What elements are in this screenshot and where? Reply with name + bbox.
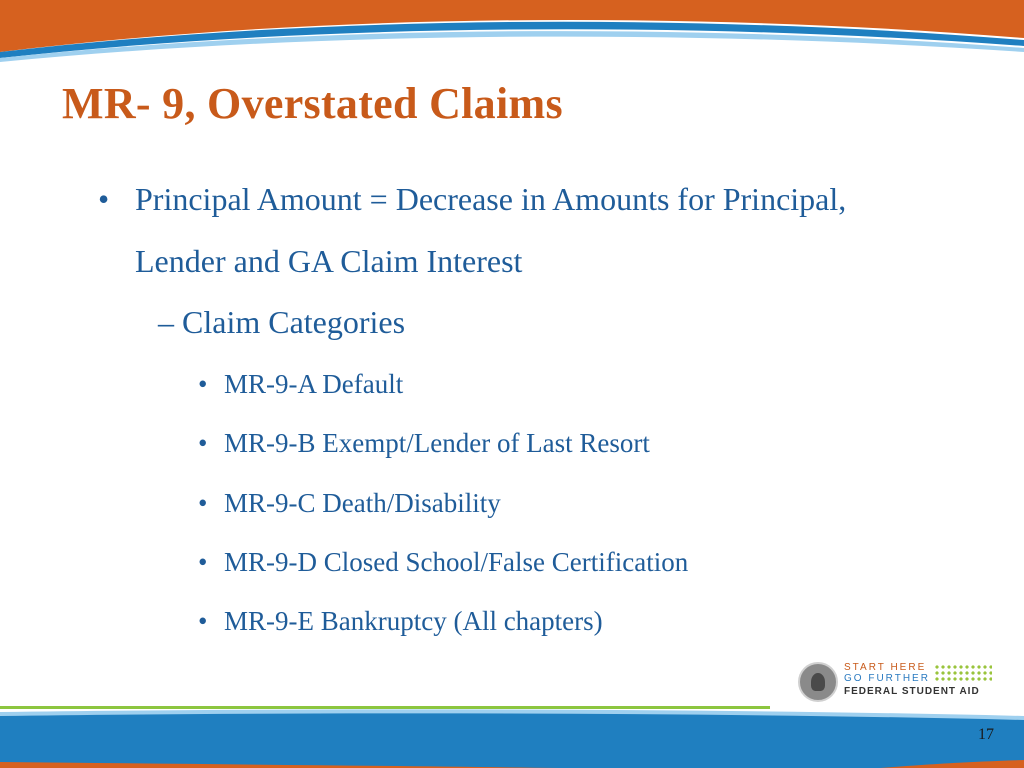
- bullet-level3-text: MR-9-C Death/Disability: [224, 488, 501, 518]
- bullet-level3-text: MR-9-A Default: [224, 369, 404, 399]
- logo-tagline-start: START HERE: [844, 662, 927, 673]
- bullet-level3-item: [198, 544, 688, 580]
- bullet-dot: •: [198, 428, 208, 458]
- bullet-level3-item: [198, 366, 403, 402]
- top-decorative-band: [0, 0, 1024, 62]
- bullet-level1: [98, 168, 898, 292]
- bullet-dot: •: [98, 181, 110, 217]
- bullet-dot: •: [198, 369, 208, 399]
- bullet-level3-item: [198, 425, 650, 461]
- logo-agency-name: FEDERAL STUDENT AID: [844, 686, 980, 697]
- logo-tagline-go: GO FURTHER: [844, 673, 930, 684]
- bullet-level3-text: MR-9-E Bankruptcy (All chapters): [224, 606, 603, 636]
- bullet-level3-item: [198, 485, 501, 521]
- bullet-level3-text: MR-9-B Exempt/Lender of Last Resort: [224, 428, 650, 458]
- bullet-level2-text: – Claim Categories: [158, 304, 406, 340]
- page-number: 17: [978, 726, 994, 743]
- bottom-decorative-band: [0, 700, 1024, 768]
- bullet-level1-text: Principal Amount = Decrease in Amounts for Principal, Lender and GA Claim Interest: [135, 181, 847, 279]
- slide-title: MR- 9, Overstated Claims: [62, 79, 563, 128]
- logo-dot-grid-icon: [934, 664, 992, 682]
- bullet-dot: •: [198, 547, 208, 577]
- federal-student-aid-logo: [798, 660, 998, 702]
- bullet-level3-item: [198, 603, 603, 639]
- bullet-dot: •: [198, 606, 208, 636]
- bullet-dot: •: [198, 488, 208, 518]
- bullet-level3-text: MR-9-D Closed School/False Certification: [224, 547, 689, 577]
- department-seal-icon: [798, 662, 838, 702]
